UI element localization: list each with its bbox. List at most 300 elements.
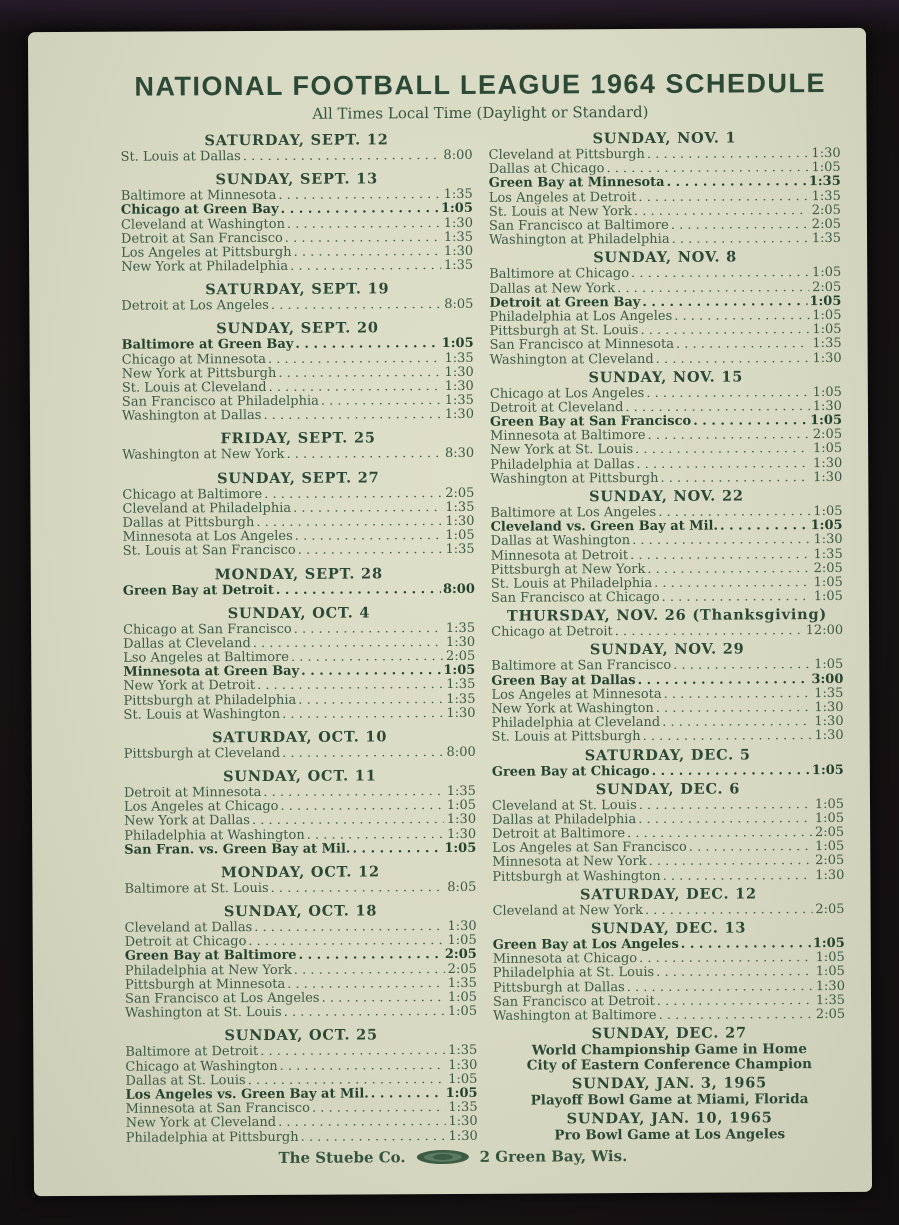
game-matchup: San Francisco at Philadelphia [121, 393, 319, 410]
game-time: 1:35 [443, 257, 474, 274]
dot-leader [278, 1115, 446, 1130]
dot-leader [293, 501, 442, 516]
game-time: 1:05 [447, 989, 478, 1006]
game-time: 1:35 [811, 188, 841, 204]
game-time: 1:35 [443, 186, 473, 203]
game-time: 1:35 [815, 992, 846, 1008]
game-matchup: Green Bay at Chicago [491, 763, 650, 780]
game-matchup: New York at Detroit [123, 678, 256, 695]
section-date-header: SATURDAY, DEC. 5 [584, 745, 751, 764]
game-matchup: Green Bay at Minnesota [488, 175, 665, 192]
game-row [493, 903, 845, 919]
dot-leader [646, 386, 810, 401]
game-matchup: Pittsburgh at St. Louis [489, 323, 639, 339]
dot-leader [243, 149, 441, 164]
game-time: 1:05 [811, 265, 842, 281]
game-time: 1:30 [448, 1128, 478, 1144]
game-matchup: Baltimore at Minnesota [120, 188, 277, 204]
game-row [490, 351, 842, 367]
game-time: 1:35 [445, 620, 476, 636]
game-time: 1:05 [810, 518, 843, 534]
game-time: 2:05 [812, 427, 843, 443]
game-matchup: Cleveland vs. Green Bay at Mil. [490, 518, 719, 535]
schedule-section [490, 488, 843, 606]
game-row [122, 408, 474, 424]
schedule-section [124, 864, 476, 897]
dot-leader [645, 903, 813, 918]
game-time: 1:30 [815, 867, 845, 883]
game-matchup: Los Angeles at Detroit [488, 189, 637, 206]
game-matchup: Washington at Dallas [121, 408, 262, 425]
game-matchup: Chicago at Detroit [491, 624, 613, 641]
game-time: 1:30 [814, 714, 844, 730]
game-matchup: Detroit at Cleveland [489, 399, 624, 416]
game-time: 1:30 [814, 699, 844, 716]
game-time: 2:05 [814, 825, 845, 841]
game-row [492, 763, 844, 779]
game-row [126, 1129, 478, 1145]
game-row [124, 881, 476, 897]
union-label-icon [416, 1149, 470, 1165]
game-matchup: Chicago at Green Bay [120, 202, 279, 219]
schedule-section [494, 1110, 846, 1144]
game-time: 1:30 [446, 826, 477, 842]
game-time: 1:35 [445, 542, 475, 558]
game-matchup: Washington at Philadelphia [489, 232, 670, 249]
game-time: 1:30 [448, 1057, 478, 1073]
game-matchup: Baltimore at Chicago [489, 266, 630, 283]
schedule-section [124, 729, 476, 762]
dot-leader [271, 881, 445, 896]
dot-leader [294, 622, 443, 637]
section-date-header: SATURDAY, SEPT. 19 [205, 280, 390, 299]
game-time: 1:30 [444, 364, 474, 380]
dot-leader [720, 519, 809, 534]
postseason-note: City of Eastern Conference Champion [526, 1056, 813, 1074]
game-matchup: New York at St. Louis [490, 442, 634, 459]
game-time: 8:05 [447, 879, 477, 895]
game-matchup: Washington at New York [122, 447, 285, 464]
section-date-header: SUNDAY, OCT. 25 [224, 1026, 378, 1045]
schedule-section [493, 1075, 845, 1109]
section-date-header: SUNDAY, NOV. 15 [588, 368, 744, 386]
game-matchup: New York at Washington [491, 700, 654, 717]
section-date-header: SUNDAY, DEC. 6 [595, 780, 741, 798]
dot-leader [281, 202, 439, 217]
schedule-section [122, 430, 474, 463]
dot-leader [660, 471, 810, 486]
game-matchup: Green Bay at San Francisco [489, 413, 692, 430]
dot-leader [606, 161, 808, 176]
section-date-header: SUNDAY, JAN. 3, 1965 [571, 1074, 768, 1093]
game-matchup: Washington at Baltimore [493, 1007, 657, 1024]
game-time: 1:30 [813, 532, 843, 548]
dot-leader [681, 937, 811, 952]
schedule-card [28, 28, 872, 1196]
game-matchup: Minnesota at Chicago [492, 951, 638, 967]
game-matchup: Chicago at Baltimore [122, 486, 263, 503]
game-matchup: Dallas at St. Louis [125, 1072, 246, 1089]
dot-leader [278, 188, 441, 203]
game-matchup: Detroit at Chicago [124, 934, 247, 950]
game-matchup: Minnesota at Green Bay [123, 664, 300, 680]
schedule-section [492, 781, 845, 885]
dot-leader [271, 298, 441, 313]
dot-leader [627, 980, 813, 995]
game-row [123, 582, 475, 598]
dot-leader [301, 1130, 446, 1145]
game-matchup: Detroit at Green Bay [489, 294, 641, 311]
game-matchup: Baltimore at Green Bay [121, 337, 294, 354]
game-time: 8:00 [443, 147, 473, 164]
game-time: 1:35 [448, 1100, 478, 1116]
game-matchup: Philadelphia at New York [124, 962, 292, 979]
game-matchup: Cleveland at Pittsburgh [488, 146, 645, 163]
schedule-section [490, 369, 843, 487]
dot-leader [639, 951, 813, 966]
section-date-header: MONDAY, SEPT. 28 [214, 564, 383, 583]
schedule-section [123, 604, 476, 722]
schedule-section [121, 281, 473, 314]
dot-leader [263, 785, 444, 800]
dot-leader [298, 543, 443, 558]
dot-leader [312, 1101, 446, 1116]
game-row [492, 729, 844, 745]
dot-leader [647, 147, 809, 162]
game-time: 1:35 [444, 350, 474, 366]
schedule-section [123, 565, 475, 598]
game-matchup: San Fran. vs. Green Bay at Mil. [124, 841, 351, 858]
game-row [492, 869, 844, 885]
game-matchup: Baltimore at St. Louis [124, 880, 269, 897]
dot-leader [639, 798, 812, 813]
section-date-header: MONDAY, OCT. 12 [220, 863, 380, 882]
schedule-section [493, 920, 846, 1024]
schedule-column-right [488, 130, 845, 1144]
game-time: 2:05 [812, 279, 842, 295]
game-matchup: Los Angeles at Pittsburgh [121, 244, 292, 261]
game-matchup: St. Louis at Washington [123, 706, 281, 723]
game-time: 1:35 [808, 174, 841, 190]
game-time: 2:05 [445, 485, 475, 501]
section-date-header: FRIDAY, SEPT. 25 [220, 429, 376, 448]
dot-leader [253, 636, 443, 651]
game-row [121, 259, 473, 275]
game-time: 2:05 [811, 202, 841, 218]
game-row [493, 1008, 845, 1024]
game-time: 1:30 [448, 1114, 478, 1130]
section-date-header: SUNDAY, NOV. 29 [589, 640, 745, 659]
game-matchup: San Francisco at Detroit [493, 993, 655, 1010]
dot-leader [625, 400, 810, 415]
dot-leader [298, 693, 443, 708]
schedule-section [121, 171, 474, 275]
game-matchup: New York at Pittsburgh [121, 365, 277, 382]
game-matchup: Philadelphia at Los Angeles [489, 308, 673, 325]
dot-leader [268, 352, 442, 367]
dot-leader [269, 380, 442, 395]
game-matchup: Detroit at Los Angeles [121, 298, 270, 314]
dot-leader [294, 245, 442, 260]
game-row [124, 746, 476, 762]
game-time: 2:05 [815, 1006, 846, 1022]
page-title: NATIONAL FOOTBALL LEAGUE 1964 SCHEDULE [134, 68, 827, 102]
dot-leader [301, 664, 441, 679]
game-time: 8:30 [444, 446, 475, 462]
dot-leader [674, 309, 809, 324]
postseason-note: Pro Bowl Game at Los Angeles [554, 1126, 786, 1144]
dot-leader [671, 218, 809, 233]
game-matchup: Cleveland at New York [492, 902, 643, 919]
dot-leader [285, 231, 441, 246]
game-matchup: Baltimore at San Francisco [491, 658, 672, 675]
schedule-section [122, 469, 474, 559]
game-matchup: Cleveland at Philadelphia [122, 500, 292, 517]
section-date-header: SUNDAY, OCT. 11 [223, 767, 377, 786]
game-matchup: Pittsburgh at Minnesota [124, 976, 286, 993]
game-time: 2:05 [447, 961, 477, 977]
game-time: 1:35 [813, 546, 843, 562]
section-date-header: SUNDAY, JAN. 10, 1965 [566, 1109, 773, 1128]
game-matchup: Philadelphia at Cleveland [491, 715, 661, 732]
game-time: 1:05 [814, 657, 844, 673]
game-matchup: Dallas at Chicago [488, 161, 605, 177]
game-time: 1:35 [811, 231, 842, 247]
game-time: 1:05 [812, 935, 845, 951]
dot-leader [260, 1044, 445, 1059]
section-date-header: SUNDAY, SEPT. 13 [215, 170, 379, 189]
dot-leader [295, 529, 443, 544]
dot-leader [638, 190, 808, 205]
section-date-header: SATURDAY, OCT. 10 [212, 728, 388, 747]
game-matchup: New York at Philadelphia [121, 258, 289, 275]
game-time: 1:30 [444, 407, 475, 423]
section-date-header: SUNDAY, DEC. 13 [590, 919, 747, 938]
printer-credit [34, 1146, 872, 1168]
game-matchup: Green Bay at Detroit [122, 582, 274, 599]
dot-leader [689, 840, 813, 855]
game-time: 1:35 [814, 685, 844, 701]
dot-leader [627, 826, 812, 841]
dot-leader [662, 715, 811, 730]
schedule-section [492, 746, 844, 779]
game-time: 1:05 [447, 933, 477, 949]
game-matchup: Chicago at Washington [125, 1058, 278, 1075]
game-time: 8:00 [446, 744, 476, 760]
game-matchup: Los Angeles at Minnesota [491, 686, 662, 703]
game-matchup: Philadelphia at Washington [124, 827, 305, 844]
game-matchup: Baltimore at Detroit [125, 1044, 259, 1061]
dot-leader [662, 590, 811, 605]
game-row [124, 842, 476, 858]
game-matchup: New York at Dallas [124, 813, 250, 830]
dot-leader [280, 1059, 446, 1074]
schedule-columns [120, 130, 845, 1146]
dot-leader [276, 583, 441, 598]
dot-leader [672, 232, 810, 247]
dot-leader [663, 869, 813, 884]
game-matchup: Philadelphia at St. Louis [492, 965, 655, 982]
game-time: 1:05 [811, 160, 841, 176]
game-time: 1:35 [446, 783, 476, 800]
game-time: 1:05 [444, 840, 477, 856]
game-matchup: Minnesota at San Francisco [125, 1100, 310, 1117]
game-time: 1:30 [813, 469, 843, 485]
dot-leader [638, 673, 810, 688]
game-time: 1:05 [813, 589, 843, 605]
dot-leader [635, 443, 810, 458]
dot-leader [631, 266, 809, 281]
game-time: 8:05 [444, 297, 474, 313]
game-time: 1:30 [446, 812, 477, 828]
game-time: 2:05 [815, 853, 845, 869]
dot-leader [642, 295, 807, 310]
game-time: 1:05 [814, 796, 845, 812]
game-row [490, 471, 842, 487]
game-matchup: St. Louis at Dallas [120, 149, 241, 165]
dot-leader [299, 949, 443, 964]
dot-leader [287, 977, 445, 992]
game-matchup: Lso Angeles at Baltimore [123, 649, 289, 666]
section-date-header: SATURDAY, SEPT. 12 [204, 131, 389, 150]
game-matchup: Washington at St. Louis [125, 1005, 282, 1022]
game-time: 8:00 [442, 581, 475, 597]
dot-leader [252, 813, 444, 828]
section-date-header: SUNDAY, OCT. 18 [223, 902, 378, 921]
section-date-header: SUNDAY, SEPT. 27 [217, 468, 380, 487]
game-row [491, 624, 843, 640]
dot-leader [284, 1005, 445, 1020]
game-time: 1:35 [448, 1043, 478, 1059]
game-time: 12:00 [805, 623, 844, 639]
game-matchup: Minnesota at Detroit [490, 547, 629, 564]
dot-leader [278, 366, 441, 381]
game-matchup: Dallas at Pittsburgh [122, 515, 255, 531]
game-time: 1:30 [811, 145, 841, 162]
dot-leader [654, 576, 811, 591]
game-time: 1:30 [815, 978, 846, 994]
game-time: 1:30 [812, 455, 843, 471]
game-matchup: Philadelphia at Pittsburgh [125, 1129, 299, 1146]
dot-leader [638, 812, 812, 827]
game-time: 1:35 [446, 677, 476, 693]
section-date-header: SUNDAY, OCT. 4 [227, 604, 371, 622]
game-matchup: San Francisco at Chicago [490, 590, 660, 606]
game-time: 1:30 [447, 918, 477, 935]
dot-leader [280, 799, 444, 814]
game-matchup: Pittsburgh at Washington [492, 868, 661, 885]
game-time: 1:05 [815, 964, 845, 980]
game-matchup: San Francisco at Baltimore [488, 217, 669, 234]
game-time: 1:05 [812, 322, 842, 338]
game-time: 1:35 [812, 336, 842, 352]
game-time: 1:35 [447, 975, 477, 991]
dot-leader [257, 678, 443, 693]
game-time: 1:30 [812, 398, 842, 414]
game-time: 1:05 [813, 574, 843, 591]
section-date-header: SUNDAY, NOV. 22 [589, 487, 744, 506]
game-matchup: Los Angeles at Chicago [123, 799, 279, 815]
dot-leader [291, 650, 443, 665]
game-matchup: Minnesota at Baltimore [490, 428, 646, 445]
game-matchup: Los Angeles at San Francisco [492, 840, 687, 857]
dot-leader [667, 176, 807, 191]
dot-leader [659, 1008, 814, 1023]
section-date-header: THURSDAY, NOV. 26 (Thanksgiving) [506, 606, 828, 626]
game-time: 1:05 [441, 336, 474, 352]
section-date-header: SUNDAY, NOV. 1 [592, 129, 737, 148]
game-matchup: Pittsburgh at Dallas [492, 979, 625, 996]
game-time: 1:30 [446, 705, 476, 721]
game-matchup: Pittsburgh at New York [490, 561, 646, 578]
dot-leader [286, 448, 442, 463]
game-time: 1:30 [443, 243, 474, 259]
game-time: 2:05 [444, 947, 477, 963]
game-matchup: St. Louis at New York [488, 203, 632, 220]
game-matchup: Philadelphia at Dallas [490, 456, 635, 473]
game-time: 1:05 [813, 503, 843, 520]
game-row [121, 149, 473, 165]
game-matchup: Cleveland at St. Louis [491, 797, 637, 814]
game-time: 2:05 [815, 901, 845, 917]
dot-leader [294, 963, 445, 978]
game-matchup: St. Louis at Cleveland [121, 379, 267, 396]
game-time: 1:05 [815, 950, 845, 966]
dot-leader [615, 624, 804, 639]
postseason-note: World Championship Game in Home [531, 1041, 807, 1059]
dot-leader [643, 730, 812, 745]
game-time: 1:05 [448, 1071, 478, 1087]
dot-leader [264, 487, 442, 502]
printer-location: 2 Green Bay, Wis. [479, 1147, 628, 1166]
game-time: 1:05 [814, 810, 845, 826]
game-matchup: Dallas at Philadelphia [492, 811, 637, 828]
game-row [122, 447, 474, 463]
game-row [489, 232, 841, 248]
dot-leader [649, 855, 813, 870]
game-time: 1:30 [812, 350, 842, 366]
game-matchup: San Francisco at Los Angeles [124, 990, 320, 1007]
dot-leader [248, 934, 444, 949]
game-matchup: St. Louis at San Francisco [122, 543, 296, 560]
schedule-section [488, 130, 841, 248]
schedule-section [120, 132, 472, 165]
page-subtitle: All Times Local Time (Daylight or Standard) [312, 102, 649, 123]
dot-leader [652, 764, 810, 779]
dot-leader [352, 842, 442, 857]
game-matchup: Dallas at Cleveland [123, 635, 251, 652]
printer-name: The Stuebe Co. [278, 1148, 406, 1167]
game-time: 1:05 [443, 663, 476, 679]
game-time: 1:05 [809, 293, 842, 309]
dot-leader [290, 259, 441, 274]
dot-leader [636, 457, 810, 472]
game-row [124, 707, 476, 723]
game-time: 1:35 [443, 229, 474, 245]
dot-leader [648, 428, 811, 443]
game-time: 1:35 [446, 691, 476, 707]
game-time: 1:30 [814, 728, 844, 744]
game-matchup: Detroit at Minnesota [123, 785, 262, 801]
game-matchup: San Francisco at Minnesota [489, 337, 675, 354]
game-matchup: Cleveland at Dallas [124, 920, 253, 936]
schedule-section [491, 607, 843, 640]
section-date-header: SUNDAY, DEC. 27 [591, 1024, 747, 1043]
game-time: 1:30 [445, 513, 475, 530]
dot-leader [656, 352, 810, 367]
dot-leader [693, 414, 808, 429]
game-time: 1:30 [445, 634, 476, 650]
